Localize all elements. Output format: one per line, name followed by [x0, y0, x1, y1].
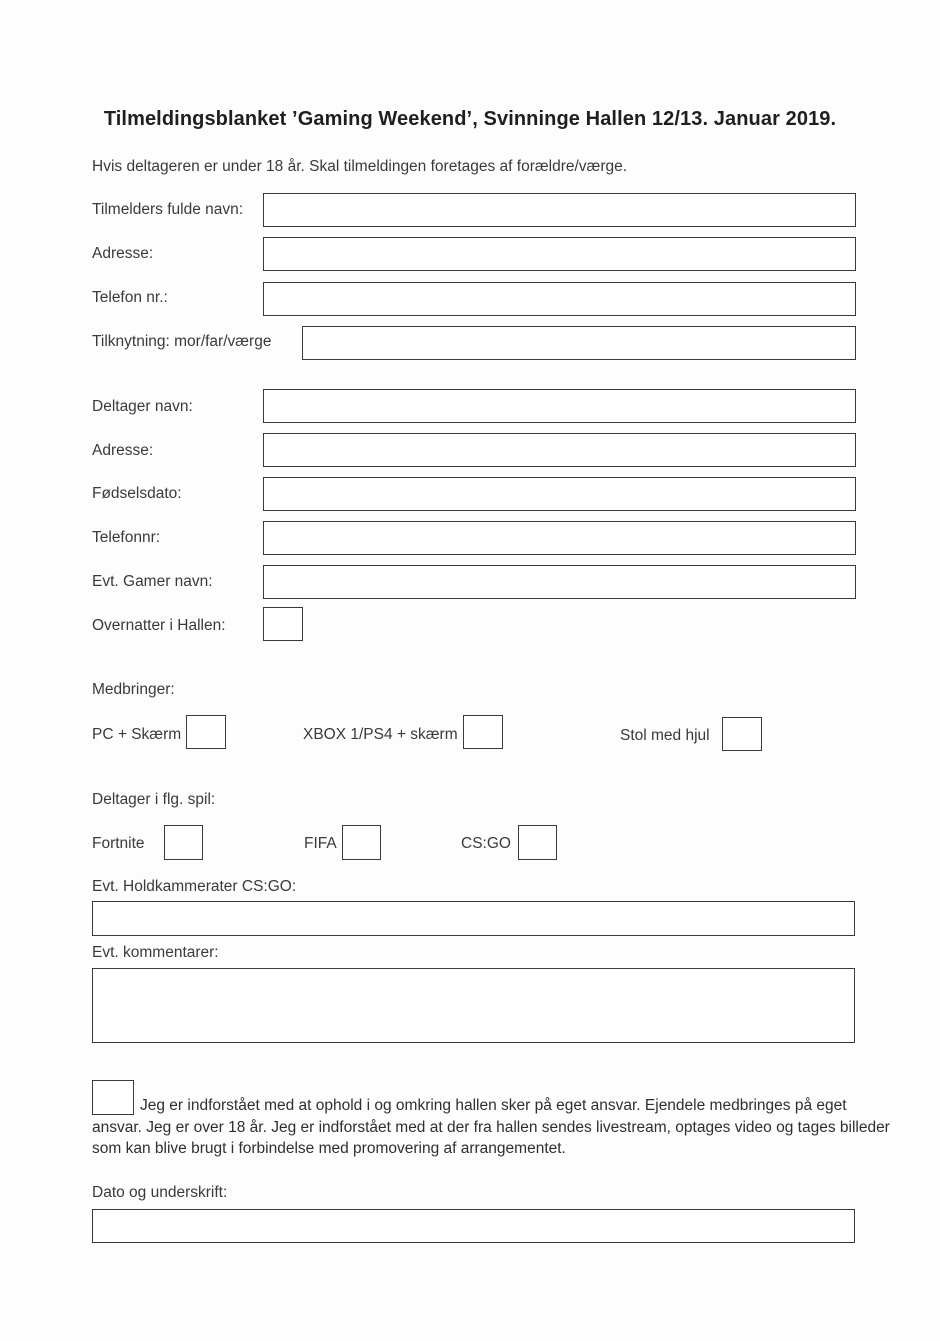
fortnite-label: Fortnite — [92, 835, 145, 852]
participant-birthdate-label: Fødselsdato: — [92, 485, 182, 502]
guardian-phone-field[interactable] — [263, 282, 856, 316]
consent-text: Jeg er indforstået med at ophold i og omkring hallen sker på eget ansvar. Ejendele medbringes på eget ansvar. Jeg er over 18 år. Jeg er indforstået med at der fra hallen sendes livestream, optages video og tages billeder som kan blive brugt i forbindelse med promovering af arrangementet. — [92, 1097, 890, 1157]
participant-address-label: Adresse: — [92, 442, 154, 459]
games-heading: Deltager i flg. spil: — [92, 791, 216, 808]
intro-text: Hvis deltageren er under 18 år. Skal tilmeldingen foretages af forældre/værge. — [92, 158, 628, 175]
fifa-checkbox[interactable] — [342, 825, 381, 860]
guardian-address-field[interactable] — [263, 237, 856, 271]
participant-name-field[interactable] — [263, 389, 856, 423]
participant-name-label: Deltager navn: — [92, 398, 193, 415]
signature-field[interactable] — [92, 1209, 855, 1243]
teammates-label: Evt. Holdkammerater CS:GO: — [92, 878, 297, 895]
gamer-name-label: Evt. Gamer navn: — [92, 573, 213, 590]
brings-heading: Medbringer: — [92, 681, 175, 698]
guardian-name-field[interactable] — [263, 193, 856, 227]
guardian-relation-label: Tilknytning: mor/far/værge — [92, 333, 272, 350]
console-checkbox[interactable] — [463, 715, 503, 749]
csgo-label: CS:GO — [461, 835, 511, 852]
guardian-name-label: Tilmelders fulde navn: — [92, 201, 244, 218]
gamer-name-field[interactable] — [263, 565, 856, 599]
overnight-checkbox[interactable] — [263, 607, 303, 641]
chair-label: Stol med hjul — [620, 727, 710, 744]
signature-label: Dato og underskrift: — [92, 1184, 228, 1201]
participant-phone-label: Telefonnr: — [92, 529, 161, 546]
pc-checkbox[interactable] — [186, 715, 226, 749]
participant-address-field[interactable] — [263, 433, 856, 467]
guardian-relation-field[interactable] — [302, 326, 856, 360]
participant-birthdate-field[interactable] — [263, 477, 856, 511]
teammates-field[interactable] — [92, 901, 855, 936]
comments-label: Evt. kommentarer: — [92, 944, 219, 961]
guardian-phone-label: Telefon nr.: — [92, 289, 168, 306]
pc-label: PC + Skærm — [92, 726, 182, 743]
csgo-checkbox[interactable] — [518, 825, 557, 860]
consent-paragraph — [92, 1095, 892, 1160]
guardian-address-label: Adresse: — [92, 245, 154, 262]
chair-checkbox[interactable] — [722, 717, 762, 751]
console-label: XBOX 1/PS4 + skærm — [303, 726, 458, 743]
form-title: Tilmeldingsblanket ’Gaming Weekend’, Svinninge Hallen 12/13. Januar 2019. — [103, 108, 837, 130]
participant-phone-field[interactable] — [263, 521, 856, 555]
comments-field[interactable] — [92, 968, 855, 1043]
fifa-label: FIFA — [304, 835, 337, 852]
fortnite-checkbox[interactable] — [164, 825, 203, 860]
overnight-label: Overnatter i Hallen: — [92, 617, 226, 634]
